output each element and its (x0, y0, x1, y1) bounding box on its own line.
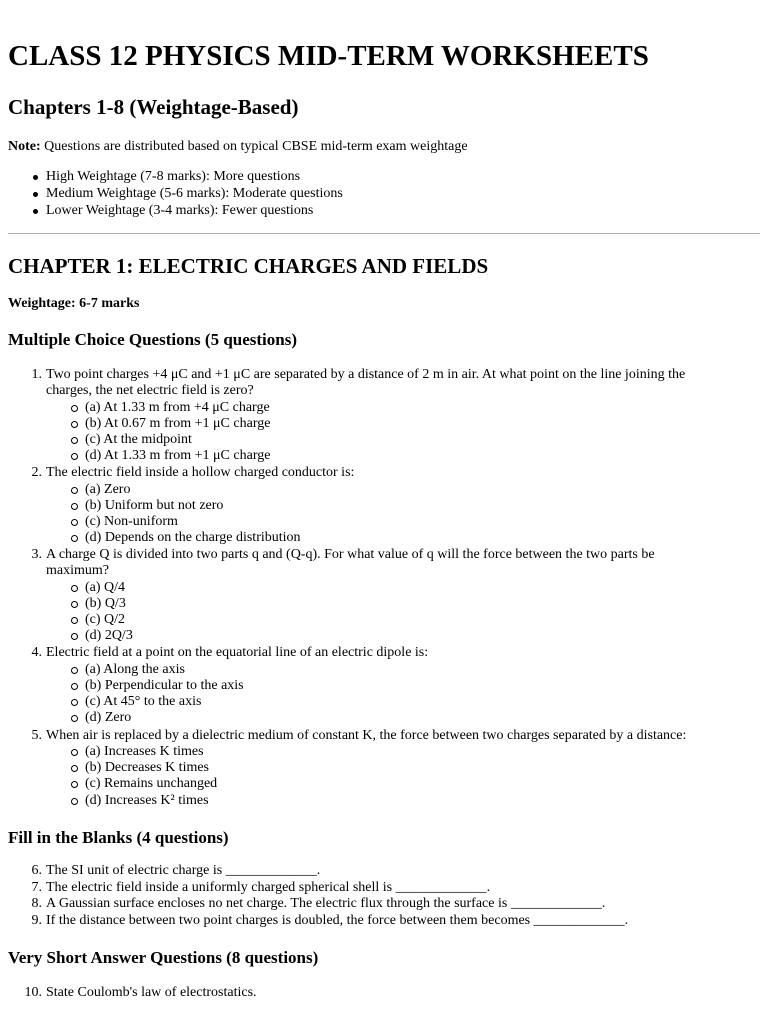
question-number: 7. (31, 880, 42, 895)
answer-option: (a) Zero (85, 482, 131, 497)
question-text: Electric field at a point on the equatorial line of an electric dipole is: (46, 645, 429, 660)
question-text: A charge Q is divided into two parts q and (Q-q). For what value of q will the force between the two parts be (46, 547, 655, 562)
page-title: CLASS 12 PHYSICS MID-TERM WORKSHEETS (8, 40, 649, 72)
chapter-heading: CHAPTER 1: ELECTRIC CHARGES AND FIELDS (8, 254, 489, 278)
section-divider (8, 233, 760, 234)
vsa-heading: Very Short Answer Questions (8 questions) (8, 948, 319, 967)
question-number: 9. (31, 913, 42, 928)
question-text: Two point charges +4 μC and +1 μC are separated by a distance of 2 m in air. At what point on the line joining the (46, 367, 686, 382)
question-number: 8. (31, 896, 42, 911)
answer-option: (b) Uniform but not zero (85, 498, 224, 513)
answer-option: (a) Increases K times (85, 744, 204, 759)
answer-option: (c) At the midpoint (85, 432, 192, 447)
answer-option: (d) At 1.33 m from +1 μC charge (85, 448, 271, 463)
answer-option: (d) Depends on the charge distribution (85, 530, 301, 545)
question-number: 3. (31, 547, 42, 562)
answer-option: (b) Perpendicular to the axis (85, 678, 244, 693)
question-number: 5. (31, 728, 42, 743)
answer-option: (c) Remains unchanged (85, 776, 218, 791)
question-number: 10. (24, 985, 42, 1000)
answer-option: (a) Along the axis (85, 662, 185, 677)
question-text: The SI unit of electric charge is _____________. (46, 863, 321, 878)
answer-option: (d) Zero (85, 710, 132, 725)
answer-option: (b) Decreases K times (85, 760, 210, 775)
question-number: 6. (31, 863, 42, 878)
answer-option: (c) Non-uniform (85, 514, 178, 529)
answer-option: (b) At 0.67 m from +1 μC charge (85, 416, 271, 431)
answer-option: (a) Q/4 (85, 580, 126, 595)
note-line (8, 139, 468, 155)
question-text: The electric field inside a hollow charged conductor is: (46, 465, 355, 480)
weightage-item-high: High Weightage (7-8 marks): More questions (46, 169, 301, 184)
question-number: 2. (31, 465, 42, 480)
fill-blanks-heading: Fill in the Blanks (4 questions) (8, 828, 229, 847)
answer-option: (c) Q/2 (85, 612, 126, 627)
question-text: A Gaussian surface encloses no net charge. The electric flux through the surface is _____________. (46, 896, 606, 911)
answer-option: (b) Q/3 (85, 596, 126, 611)
question-text: If the distance between two point charges is doubled, the force between them becomes _____________. (46, 913, 629, 928)
question-text: charges, the net electric field is zero? (46, 383, 254, 398)
answer-option: (d) 2Q/3 (85, 628, 133, 643)
answer-option: (c) At 45° to the axis (85, 694, 202, 709)
note-label: Note: (8, 139, 41, 154)
question-text: When air is replaced by a dielectric medium of constant K, the force between two charges separated by a distance: (46, 728, 687, 743)
question-number: 1. (31, 367, 42, 382)
page-subtitle: Chapters 1-8 (Weightage-Based) (8, 95, 299, 119)
chapter-weightage: Weightage: 6-7 marks (8, 296, 140, 311)
question-text: maximum? (46, 563, 109, 578)
question-text: State Coulomb's law of electrostatics. (46, 985, 257, 1000)
weightage-item-medium: Medium Weightage (5-6 marks): Moderate questions (46, 186, 343, 201)
weightage-item-lower: Lower Weightage (3-4 marks): Fewer questions (46, 203, 314, 218)
question-text: The electric field inside a uniformly charged spherical shell is _____________. (46, 880, 491, 895)
mcq-heading: Multiple Choice Questions (5 questions) (8, 330, 298, 349)
answer-option: (a) At 1.33 m from +4 μC charge (85, 400, 270, 415)
answer-option: (d) Increases K² times (85, 793, 209, 808)
question-number: 4. (31, 645, 42, 660)
note-text: Questions are distributed based on typical CBSE mid-term exam weightage (44, 139, 468, 154)
